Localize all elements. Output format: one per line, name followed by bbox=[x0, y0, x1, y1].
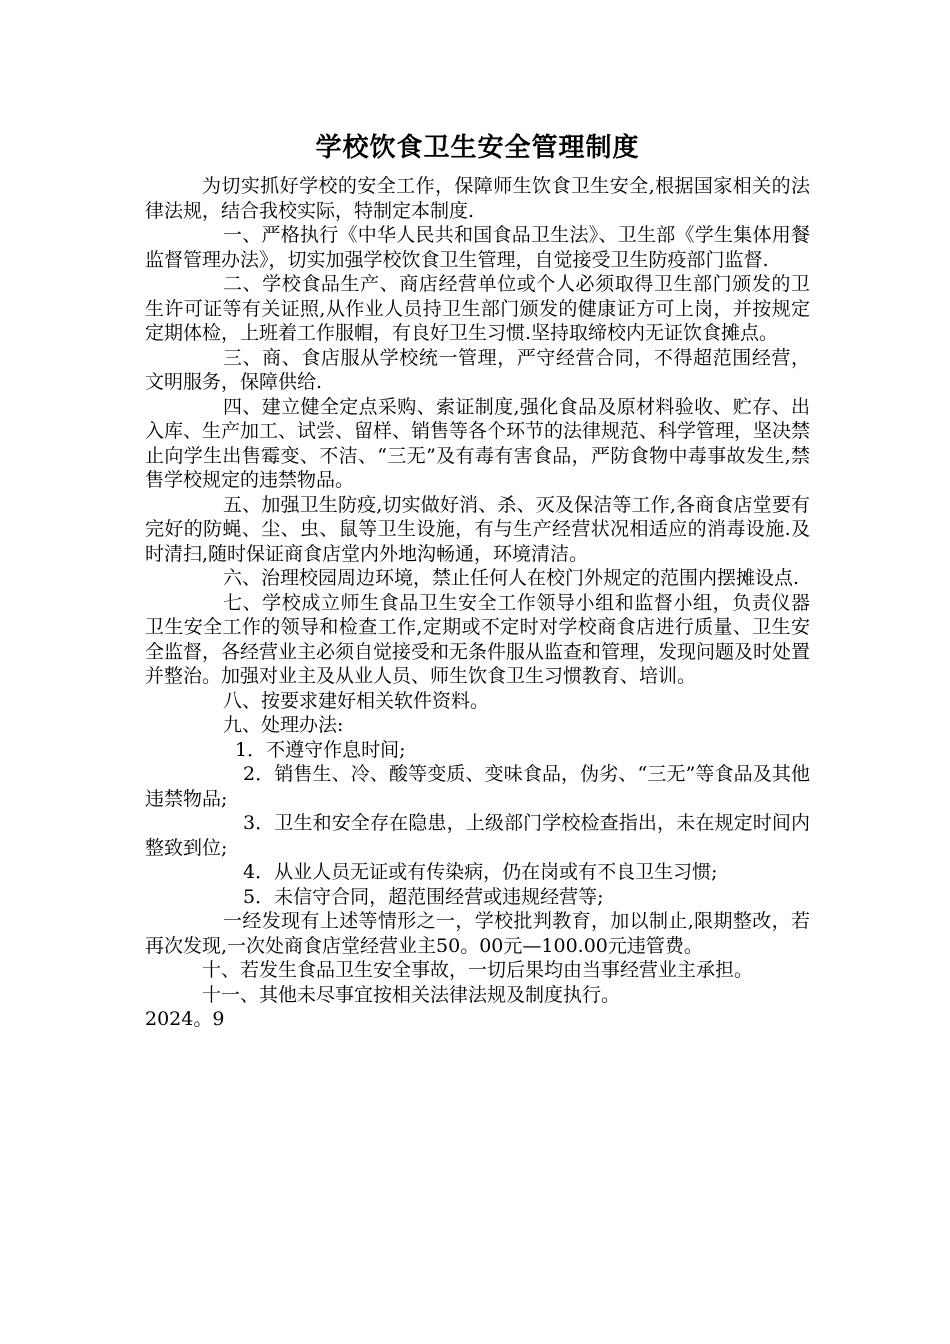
sub-item-4: 4．从业人员无证或有传染病，仍在岗或有不良卫生习惯; bbox=[243, 861, 718, 883]
document-date: 2024。9 bbox=[145, 1008, 225, 1030]
document-title: 学校饮食卫生安全管理制度 bbox=[315, 133, 640, 163]
item-1: 一、严格执行《中华人民共和国食品卫生法》、卫生部《学生集体用餐监督管理办法》，切实加强学校饮食卫生管理，自觉接受卫生防疫部门监督. bbox=[145, 224, 810, 271]
item-10: 十、若发生食品卫生安全事故，一切后果均由当事经营业主承担。 bbox=[202, 959, 754, 981]
item-4: 四、建立健全定点采购、索证制度,强化食品及原材料验收、贮存、出入库、生产加工、试尝、留样、销售等各个环节的法律规范、科学管理，坚决禁止向学生出售霉变、不洁、“三无”及有毒有害食品，严防食物中毒事故发生,禁售学校规定的违禁物品。 bbox=[145, 395, 811, 491]
item-2: 二、学校食品生产、商店经营单位或个人必须取得卫生部门颁发的卫生许可证等有关证照,从作业人员持卫生部门颁发的健康证方可上岗，并按规定定期体检，上班着工作服帽，有良好卫生习惯.坚持取缔校内无证饮食摊点。 bbox=[145, 273, 810, 344]
item-3: 三、商、食店服从学校统一管理，严守经营合同，不得超范围经营，文明服务，保障供给. bbox=[145, 346, 810, 393]
item-5: 五、加强卫生防疫,切实做好消、杀、灭及保洁等工作,各商食店堂要有完好的防蝇、尘、虫、鼠等卫生设施，有与生产经营状况相适应的消毒设施.及时清扫,随时保证商食店堂内外地沟畅通，环境清洁。 bbox=[145, 493, 810, 565]
document-page bbox=[145, 128, 810, 1032]
item-7: 七、学校成立师生食品卫生安全工作领导小组和监督小组，负责仪器卫生安全工作的领导和检查工作,定期或不定时对学校商食店进行质量、卫生安全监督，各经营业主必须自觉接受和无条件服从监查和管理，发现问题及时处置并整治。加强对业主及从业人员、师生饮食卫生习惯教育、培训。 bbox=[145, 591, 811, 687]
item-11: 十一、其他未尽事宜按相关法律法规及制度执行。 bbox=[202, 983, 621, 1006]
sub-item-1: 1．不遵守作息时间; bbox=[235, 738, 406, 761]
item-6: 六、治理校园周边环境，禁止任何人在校门外规定的范围内摆摊设点. bbox=[223, 567, 800, 589]
penalty-paragraph: 一经发现有上述等情形之一，学校批判教育，加以制止,限期整改，若再次发现,一次处商食店堂经营业主50。00元—100.00元违管费。 bbox=[145, 910, 810, 957]
sub-item-2: 2．销售生、冷、酸等变质、变味食品，伪劣、“三无”等食品及其他违禁物品; bbox=[145, 763, 810, 810]
item-8: 八、按要求建好相关软件资料。 bbox=[223, 689, 490, 712]
intro-paragraph: 为切实抓好学校的安全工作，保障师生饮食卫生安全,根据国家相关的法律法规，结合我校实际，特制定本制度. bbox=[145, 175, 810, 222]
sub-item-3: 3．卫生和安全存在隐患，上级部门学校检查指出，未在规定时间内整致到位; bbox=[145, 812, 810, 859]
sub-item-5: 5．未信守合同，超范围经营或违规经营等; bbox=[243, 885, 604, 908]
item-9: 九、处理办法: bbox=[223, 714, 344, 736]
